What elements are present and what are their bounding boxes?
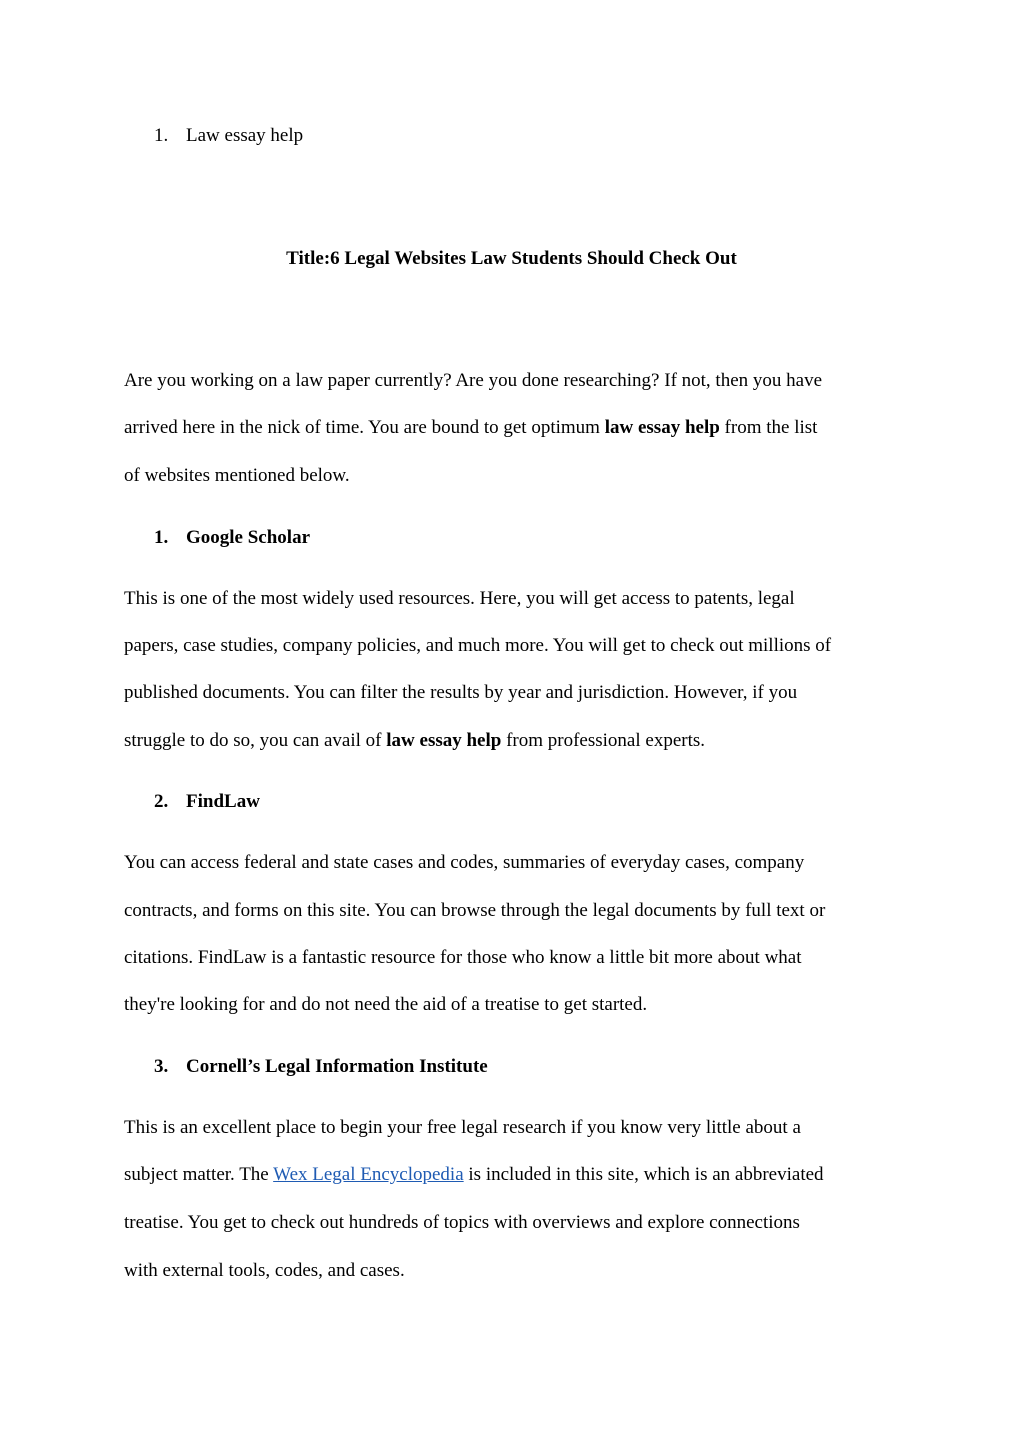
paragraph-line: [124, 730, 705, 752]
section-number: 2.: [154, 791, 169, 812]
section-number: 1.: [154, 527, 169, 548]
intro-text: arrived here in the nick of time. You are bound to get optimum: [124, 417, 605, 438]
section-heading: FindLaw: [186, 791, 260, 812]
wex-encyclopedia-link[interactable]: Wex Legal Encyclopedia: [273, 1164, 464, 1185]
intro-line: of websites mentioned below.: [124, 465, 350, 486]
paragraph-line: contracts, and forms on this site. You can browse through the legal documents by full text or: [124, 900, 826, 921]
keyword-bold: law essay help: [386, 730, 502, 751]
paragraph-text: subject matter. The: [124, 1164, 274, 1185]
paragraph-line: This is one of the most widely used resources. Here, you will get access to patents, legal: [124, 588, 795, 609]
section-heading: Google Scholar: [186, 527, 311, 548]
paragraph-text: from professional experts.: [501, 730, 706, 751]
intro-text: from the list: [719, 417, 818, 438]
paragraph-line: published documents. You can filter the results by year and jurisdiction. However, if you: [124, 682, 798, 703]
paragraph-line: [124, 1164, 824, 1186]
paragraph-line: papers, case studies, company policies, and much more. You will get to check out millions of: [124, 635, 832, 656]
paragraph-line: This is an excellent place to begin your free legal research if you know very little about a: [124, 1117, 801, 1138]
keyword-bold: law essay help: [604, 417, 720, 438]
paragraph-line: citations. FindLaw is a fantastic resource for those who know a little bit more about what: [124, 947, 802, 968]
section-number: 3.: [154, 1056, 169, 1077]
list-item-text: Law essay help: [186, 125, 304, 146]
paragraph-text: struggle to do so, you can avail of: [124, 730, 387, 751]
paragraph-line: with external tools, codes, and cases.: [124, 1260, 405, 1281]
paragraph-line: You can access federal and state cases and codes, summaries of everyday cases, company: [124, 852, 805, 873]
section-heading: Cornell’s Legal Information Institute: [186, 1056, 488, 1077]
intro-line: Are you working on a law paper currently? Are you done researching? If not, then you have: [124, 370, 822, 391]
intro-line: [124, 417, 817, 439]
paragraph-line: they're looking for and do not need the aid of a treatise to get started.: [124, 994, 648, 1015]
page-title: Title:6 Legal Websites Law Students Should Check Out: [286, 248, 737, 269]
list-number: 1.: [154, 125, 169, 146]
paragraph-text: is included in this site, which is an abbreviated: [463, 1164, 824, 1185]
paragraph-line: treatise. You get to check out hundreds of topics with overviews and explore connections: [124, 1212, 800, 1233]
